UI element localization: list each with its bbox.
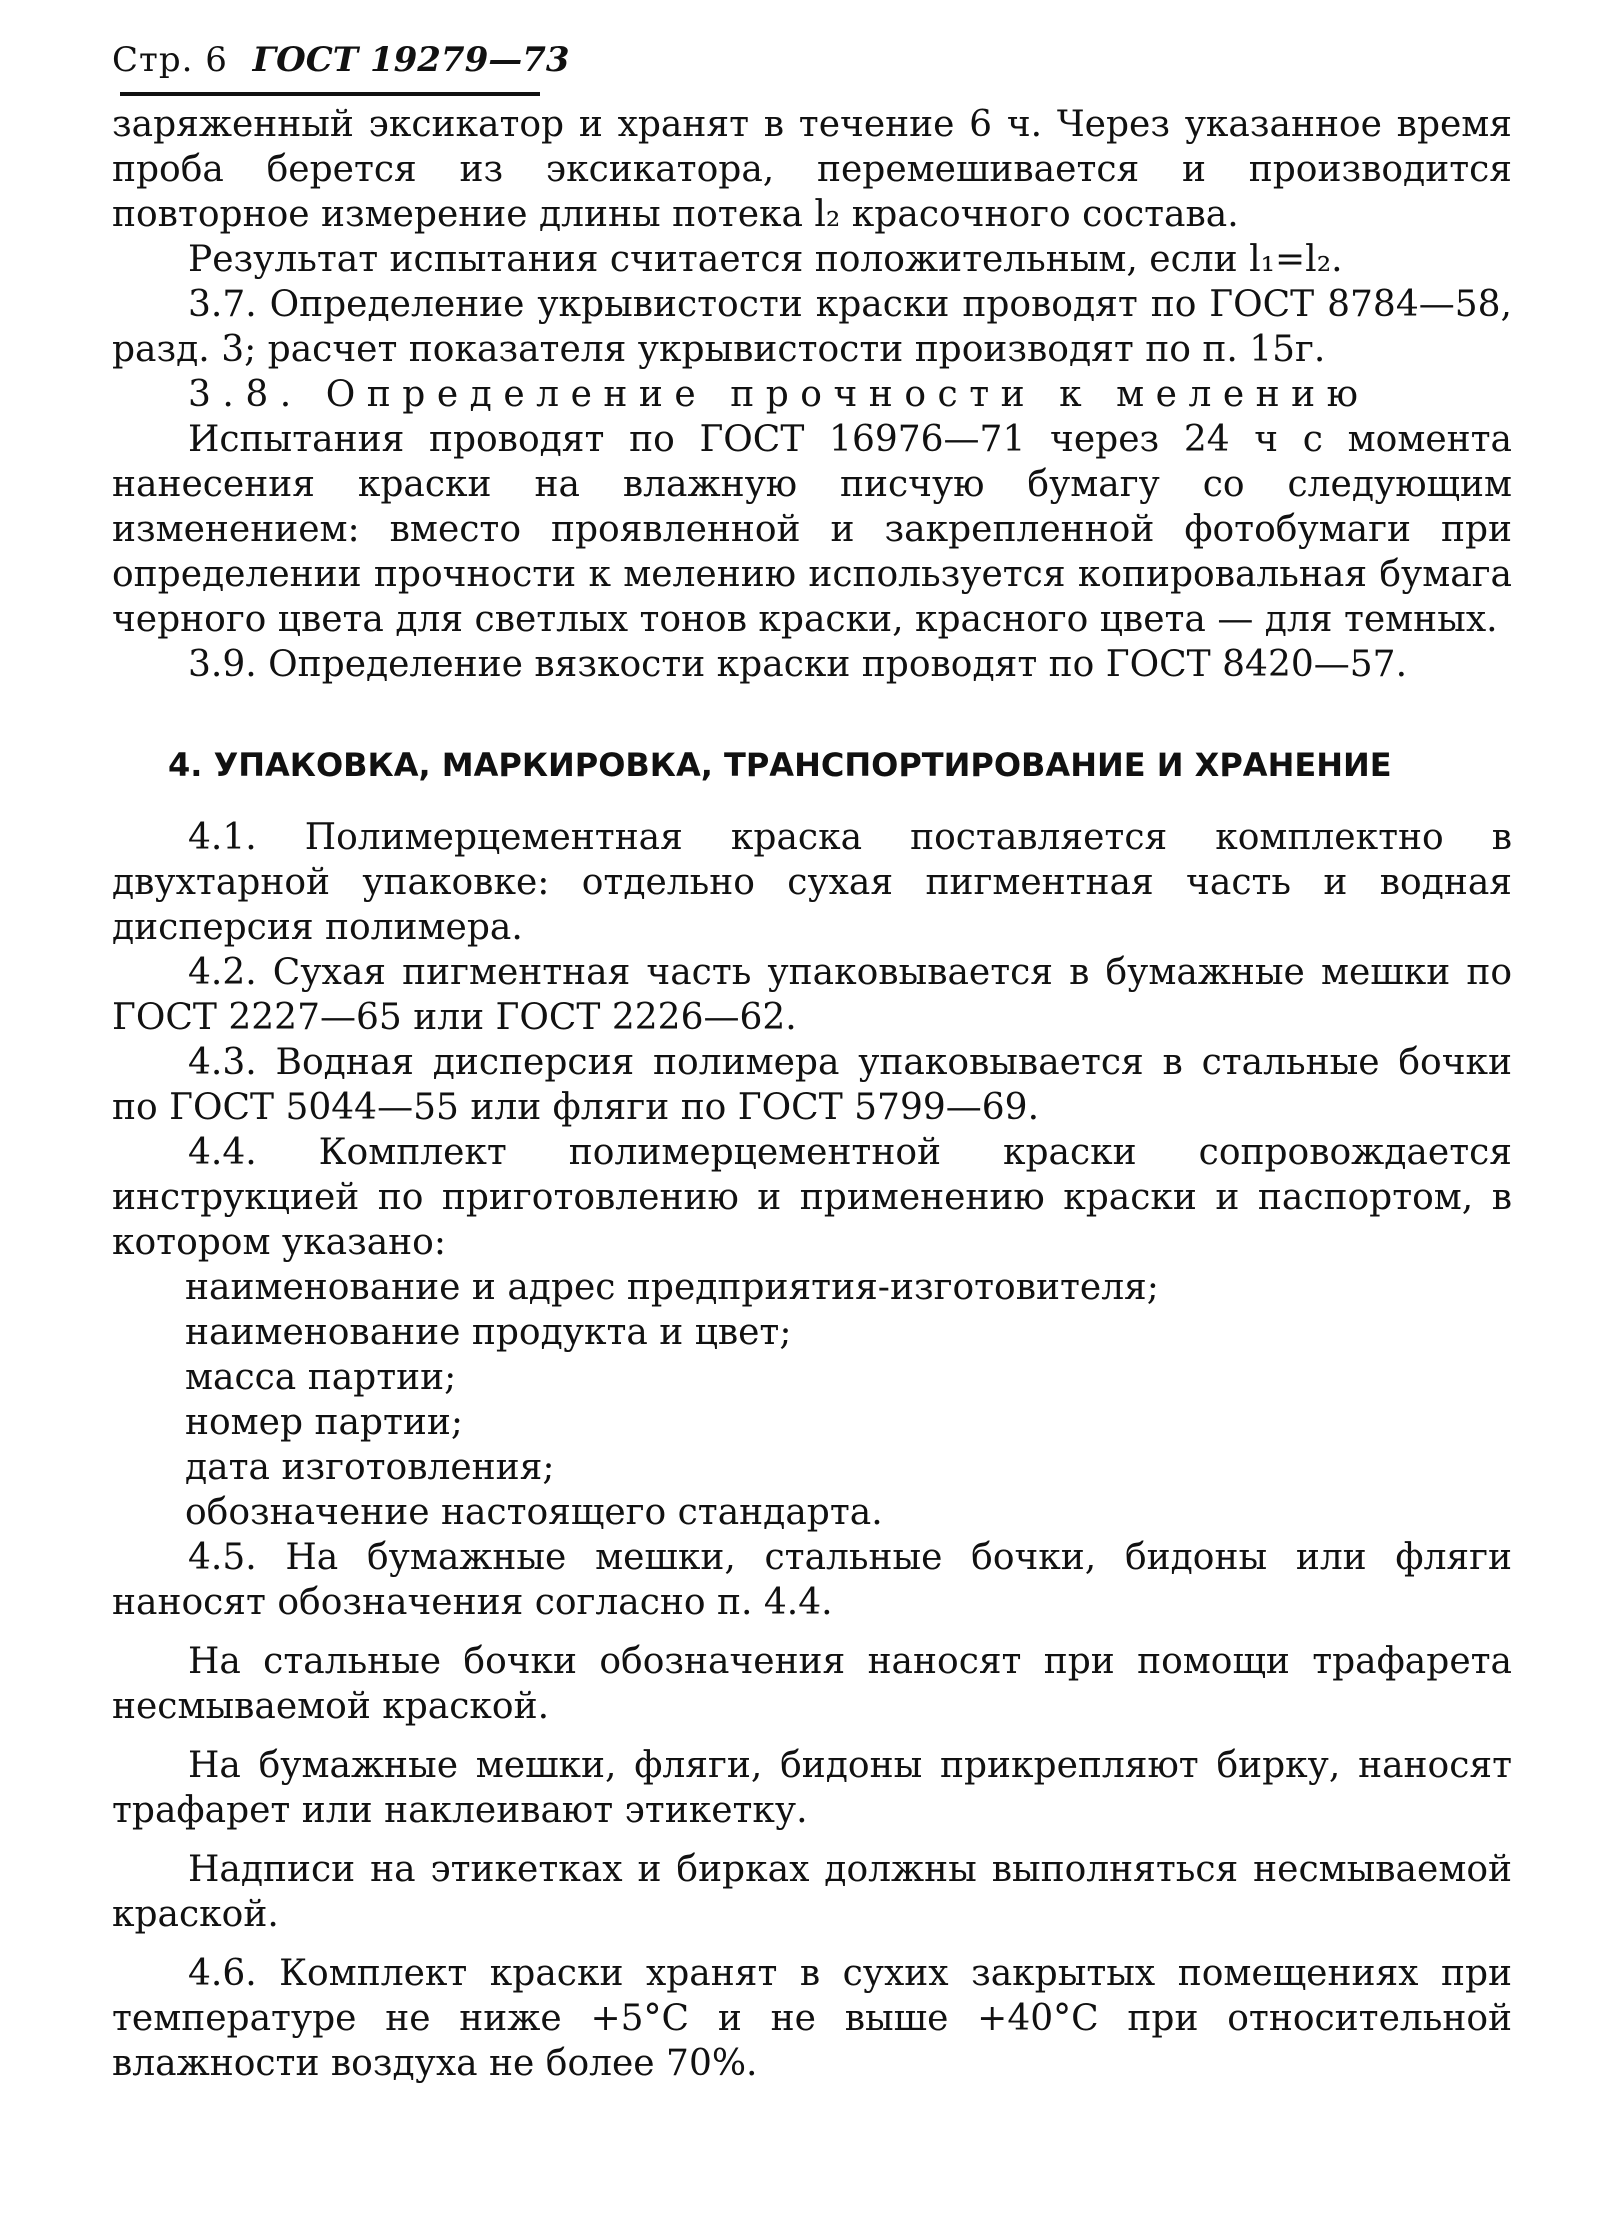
paragraph-4-5-paper-bags: На бумажные мешки, фляги, бидоны прикрепляют бирку, наносят трафарет или наклеивают этикетку.: [112, 1745, 1512, 1831]
list-item: обозначение настоящего стандарта.: [185, 1492, 883, 1533]
header-rule: [120, 92, 540, 96]
page-number: Стр. 6: [112, 40, 228, 80]
page-header: [112, 40, 1512, 102]
paragraph-4-5: 4.5. На бумажные мешки, стальные бочки, бидоны или фляги наносят обозначения согласно п. 4.4.: [112, 1537, 1512, 1623]
paragraph-3-8-body: Испытания проводят по ГОСТ 16976—71 через 24 ч с момента нанесения краски на влажную писчую бумагу со следующим изменением: вместо проявленной и закрепленной фотобумаги при определении прочности к мелению используется копировальная бумага черного цвета для светлых тонов краски, красного цвета — для темных.: [112, 419, 1512, 640]
paragraph-4-5-steel-barrels: На стальные бочки обозначения наносят при помощи трафарета несмываемой краской.: [112, 1641, 1512, 1727]
paragraph-continuation: заряженный эксикатор и хранят в течение 6 ч. Через указанное время проба берется из эксикатора, перемешивается и производится повторное измерение длины потека l₂ красочного состава.: [112, 104, 1512, 235]
list-item: наименование и адрес предприятия-изготовителя;: [185, 1267, 1159, 1308]
section-4-heading: 4. УПАКОВКА, МАРКИРОВКА, ТРАНСПОРТИРОВАНИЕ И ХРАНЕНИЕ: [168, 746, 1392, 784]
list-item: дата изготовления;: [185, 1447, 555, 1488]
list-item: наименование продукта и цвет;: [185, 1312, 792, 1353]
paragraph-4-1: 4.1. Полимерцементная краска поставляется комплектно в двухтарной упаковке: отдельно сухая пигментная часть и водная дисперсия полимера.: [112, 817, 1512, 948]
paragraph-3-9: 3.9. Определение вязкости краски проводят по ГОСТ 8420—57.: [188, 644, 1408, 685]
list-item: номер партии;: [185, 1402, 463, 1443]
paragraph-4-5-labels: Надписи на этикетках и бирках должны выполняться несмываемой краской.: [112, 1849, 1512, 1935]
paragraph-3-8-title: 3.8. Определение прочности к мелению: [188, 374, 1370, 415]
paragraph-4-4: 4.4. Комплект полимерцементной краски сопровождается инструкцией по приготовлению и применению краски и паспортом, в котором указано:: [112, 1132, 1512, 1263]
paragraph-4-6: 4.6. Комплект краски хранят в сухих закрытых помещениях при температуре не ниже +5°С и не выше +40°С при относительной влажности воздуха не более 70%.: [112, 1953, 1512, 2084]
document-page: [112, 40, 1512, 2086]
passport-contents-list: [112, 1265, 1512, 1535]
standard-number: ГОСТ 19279—73: [252, 40, 570, 80]
paragraph-3-7: 3.7. Определение укрывистости краски проводят по ГОСТ 8784—58, разд. 3; расчет показателя укрывистости производят по п. 15г.: [112, 284, 1512, 370]
list-item: масса партии;: [185, 1357, 457, 1398]
paragraph-result: Результат испытания считается положительным, если l₁=l₂.: [188, 239, 1343, 280]
paragraph-4-3: 4.3. Водная дисперсия полимера упаковывается в стальные бочки по ГОСТ 5044—55 или фляги по ГОСТ 5799—69.: [112, 1042, 1512, 1128]
paragraph-4-2: 4.2. Сухая пигментная часть упаковывается в бумажные мешки по ГОСТ 2227—65 или ГОСТ 2226—62.: [112, 952, 1512, 1038]
